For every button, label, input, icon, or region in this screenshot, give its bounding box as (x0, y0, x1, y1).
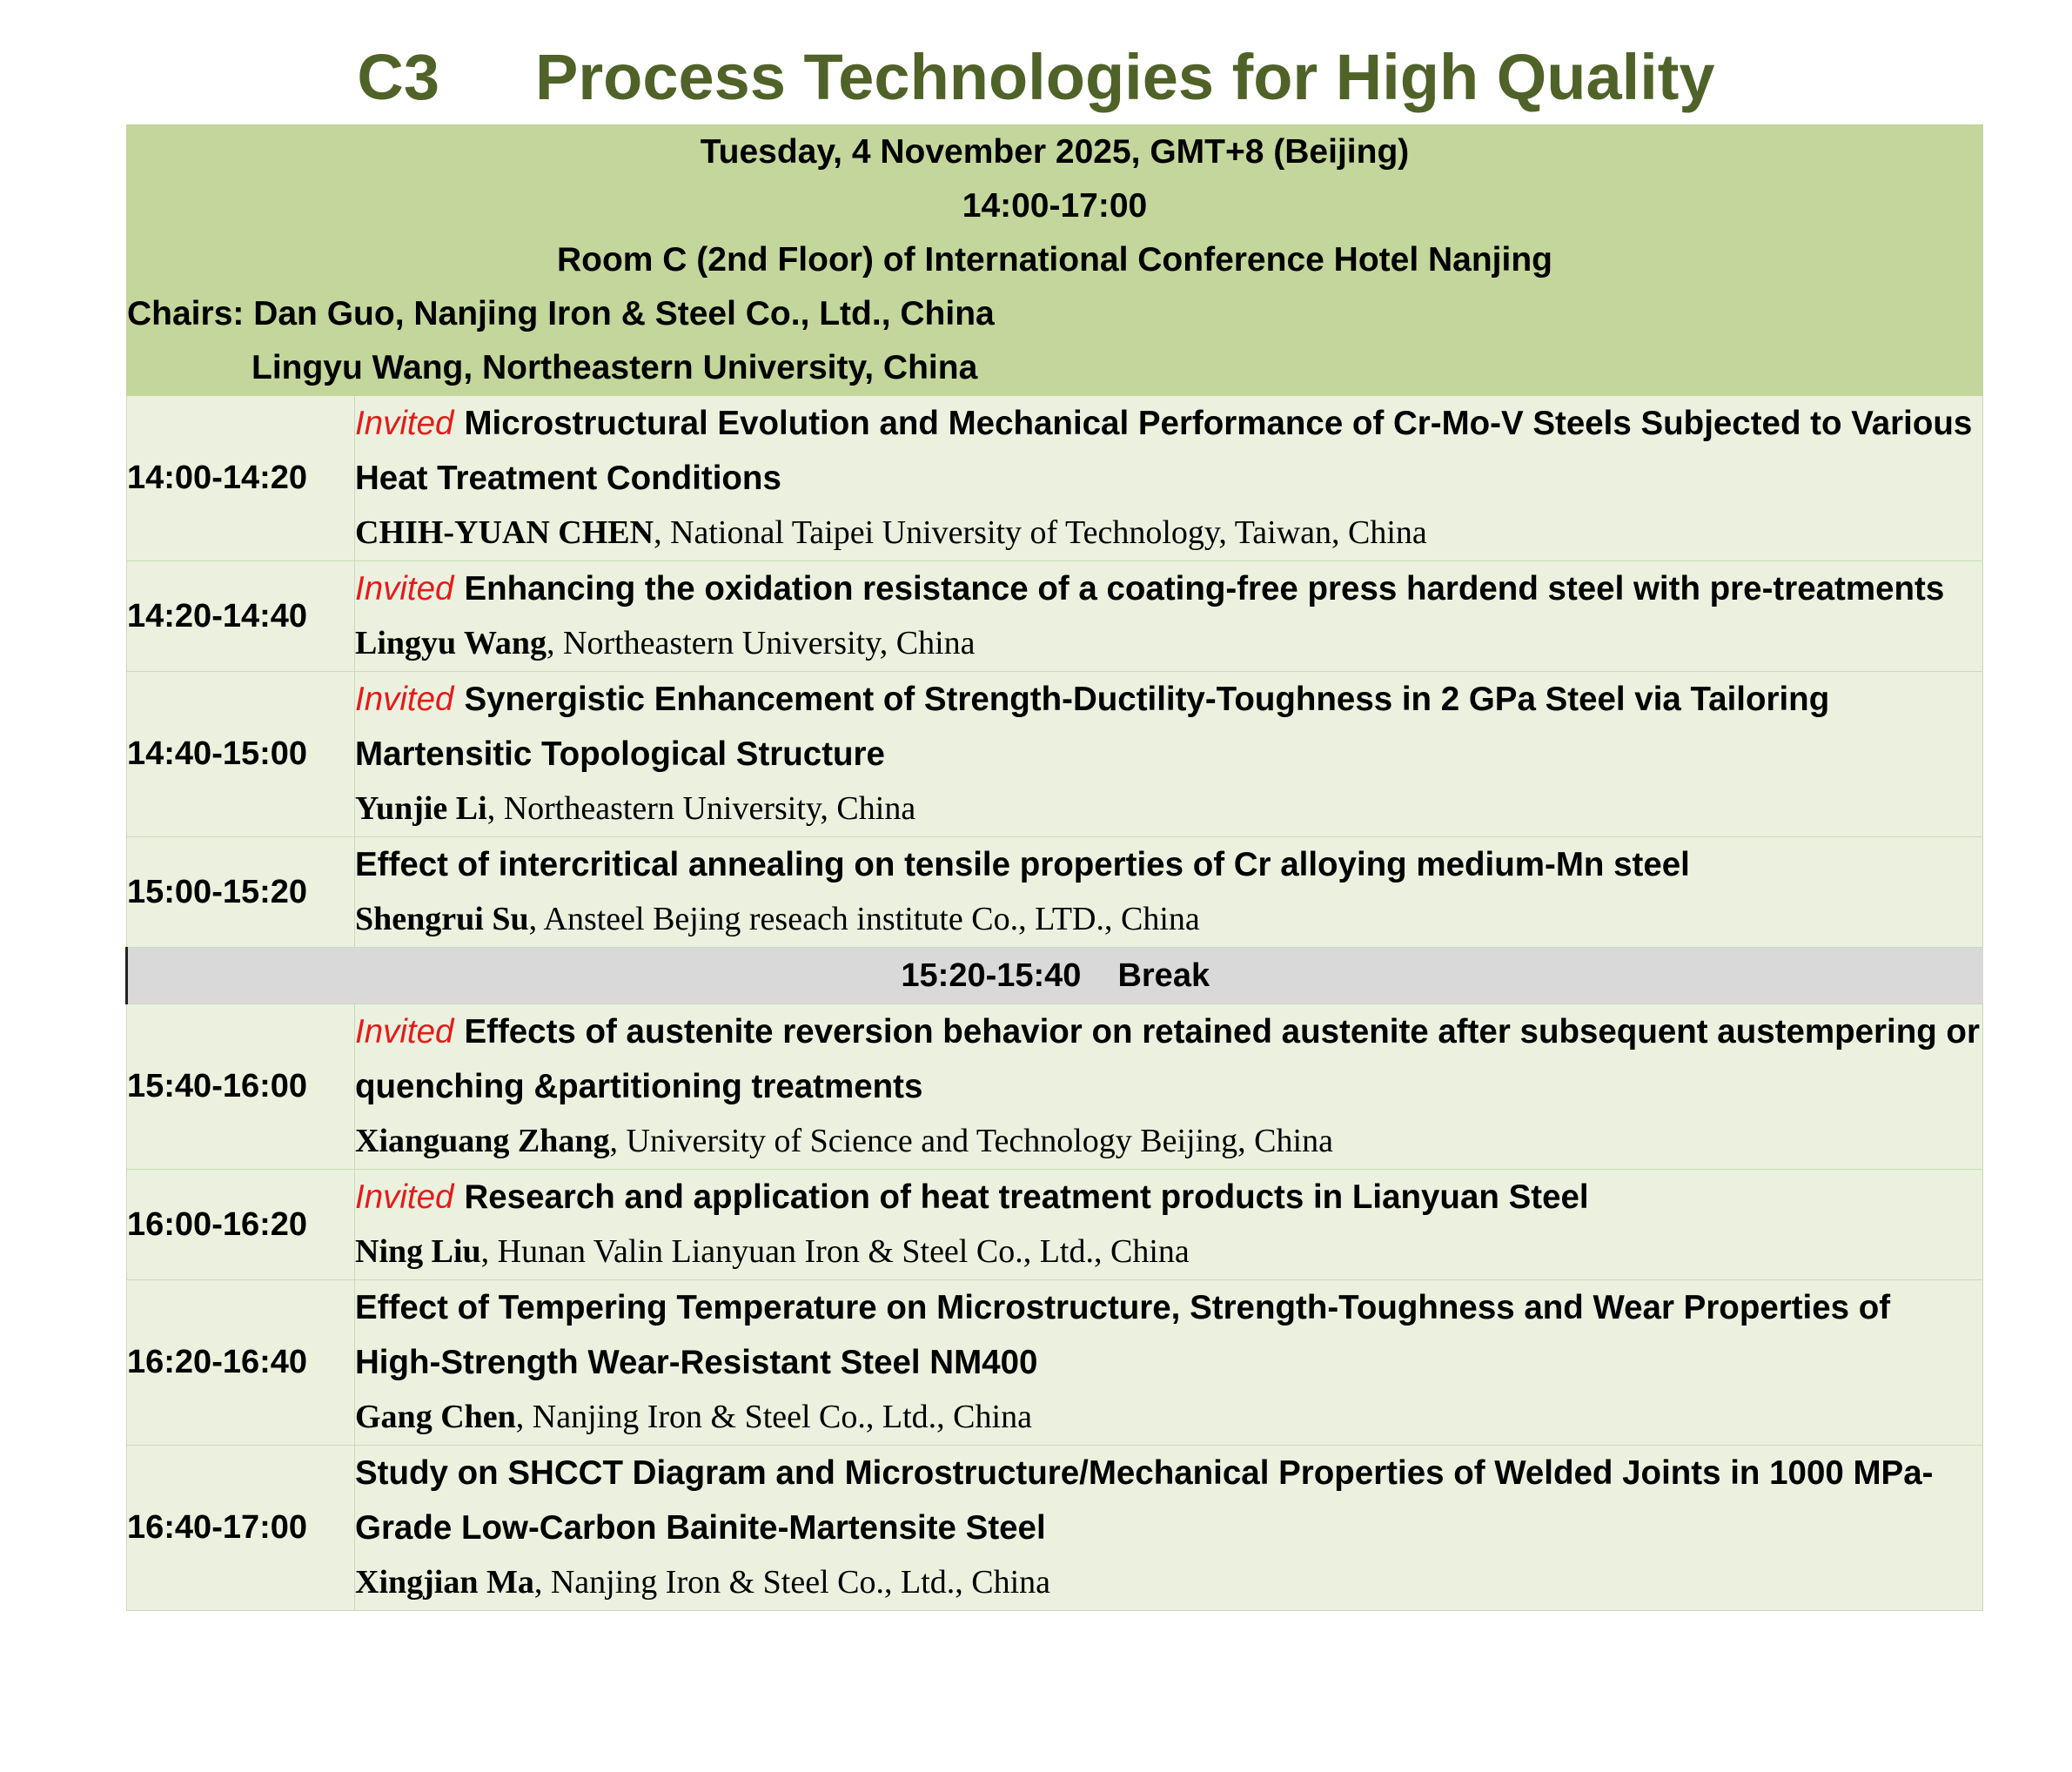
speaker-affiliation: , Nanjing Iron & Steel Co., Ltd., China (515, 1399, 1032, 1435)
talk-author (355, 616, 1982, 671)
table-row (127, 1280, 1983, 1446)
invited-label: Invited (355, 1178, 454, 1216)
table-row (127, 672, 1983, 837)
break-label: Break (1117, 956, 1210, 994)
talk-title (355, 1170, 1982, 1225)
break-row (127, 948, 1983, 1004)
table-row (127, 1170, 1983, 1280)
session-header-row (127, 125, 1983, 396)
table-row (127, 837, 1983, 948)
table-row (127, 396, 1983, 561)
speaker-affiliation: , Northeastern University, China (546, 625, 976, 661)
talk-title-text: Study on SHCCT Diagram and Microstructure/Mechanical Properties of Welded Joints in 1000 MPa-Grade Low-Carbon Bainite-Martensite Steel (355, 1454, 1934, 1547)
talk-title (355, 672, 1982, 782)
session-title (0, 33, 2072, 120)
speaker-affiliation: , Northeastern University, China (486, 790, 916, 827)
talk-title-text: Effects of austenite reversion behavior on retained austenite after subsequent austempering or quenching &partitioning treatments (355, 1013, 1980, 1105)
speaker-name: Ning Liu (355, 1233, 481, 1270)
talk-time: 15:40-16:00 (127, 1004, 355, 1170)
talk-title (355, 1004, 1982, 1114)
speaker-name: Shengrui Su (355, 901, 529, 937)
talk-title (355, 1280, 1982, 1390)
talk-title-text: Synergistic Enhancement of Strength-Ductility-Toughness in 2 GPa Steel via Tailoring Martensitic Topological Structure (355, 681, 1830, 773)
talk-time: 15:00-15:20 (127, 837, 355, 948)
talk-title-text: Effect of intercritical annealing on tensile properties of Cr alloying medium-Mn steel (355, 846, 1690, 883)
invited-label: Invited (355, 681, 454, 718)
talk-time: 16:20-16:40 (127, 1280, 355, 1446)
session-room: Room C (2nd Floor) of International Conference Hotel Nanjing (556, 241, 1552, 279)
session-date: Tuesday, 4 November 2025, GMT+8 (Beijing) (700, 133, 1410, 171)
schedule-table (125, 124, 1983, 1611)
speaker-affiliation: , Nanjing Iron & Steel Co., Ltd., China (533, 1564, 1051, 1601)
talk-time: 16:00-16:20 (127, 1170, 355, 1280)
talk-details (355, 1170, 1983, 1280)
speaker-name: Yunjie Li (355, 790, 487, 827)
talk-author (355, 892, 1982, 947)
table-row (127, 1004, 1983, 1170)
talk-title-text: Effect of Tempering Temperature on Microstructure, Strength-Toughness and Wear Properties of High-Strength Wear-Resistant Steel NM400 (355, 1289, 1891, 1381)
talk-title-text: Enhancing the oxidation resistance of a coating-free press hardend steel with pre-treatments (464, 570, 1945, 607)
session-name: Process Technologies for High Quality (535, 40, 1715, 113)
talk-author (355, 1390, 1982, 1445)
speaker-name: Gang Chen (355, 1399, 516, 1435)
talk-author (355, 1114, 1982, 1169)
talk-details (355, 1004, 1983, 1170)
session-code: C3 (357, 40, 440, 113)
talk-time: 14:00-14:20 (127, 396, 355, 561)
talk-author (355, 1225, 1982, 1279)
session-chairs-1: Chairs: Dan Guo, Nanjing Iron & Steel Co., Ltd., China (127, 295, 995, 332)
break-time: 15:20-15:40 (901, 956, 1082, 994)
table-row (127, 1446, 1983, 1611)
speaker-affiliation: , Ansteel Bejing reseach institute Co., LTD., China (528, 901, 1200, 937)
speaker-name: Lingyu Wang (355, 625, 547, 661)
table-row (127, 561, 1983, 672)
talk-author (355, 506, 1982, 560)
talk-details (355, 837, 1983, 948)
talk-author (355, 1555, 1982, 1610)
talk-author (355, 782, 1982, 836)
talk-details (355, 561, 1983, 672)
talk-details (355, 672, 1983, 837)
session-header (127, 125, 1983, 396)
talk-time: 16:40-17:00 (127, 1446, 355, 1611)
invited-label: Invited (355, 1013, 454, 1050)
break-cell (127, 948, 1983, 1004)
talk-title (355, 837, 1982, 892)
speaker-affiliation: , Hunan Valin Lianyuan Iron & Steel Co., Ltd., China (480, 1233, 1190, 1270)
invited-label: Invited (355, 405, 454, 442)
session-time-range: 14:00-17:00 (962, 187, 1148, 225)
talk-time: 14:40-15:00 (127, 672, 355, 837)
invited-label: Invited (355, 570, 454, 607)
talk-details (355, 1446, 1983, 1611)
speaker-affiliation: , University of Science and Technology Beijing, China (609, 1123, 1333, 1159)
talk-title (355, 1446, 1982, 1555)
speaker-affiliation: , National Taipei University of Technology, Taiwan, China (654, 514, 1427, 551)
talk-title-text: Microstructural Evolution and Mechanical Performance of Cr-Mo-V Steels Subjected to Various Heat Treatment Conditions (355, 405, 1973, 497)
talk-title (355, 396, 1982, 506)
speaker-name: Xianguang Zhang (355, 1123, 610, 1159)
talk-time: 14:20-14:40 (127, 561, 355, 672)
talk-details (355, 396, 1983, 561)
talk-details (355, 1280, 1983, 1446)
speaker-name: CHIH-YUAN CHEN (355, 514, 654, 551)
speaker-name: Xingjian Ma (355, 1564, 534, 1601)
talk-title (355, 561, 1982, 616)
session-chairs-2: Lingyu Wang, Northeastern University, China (251, 349, 978, 386)
talk-title-text: Research and application of heat treatment products in Lianyuan Steel (464, 1178, 1589, 1216)
